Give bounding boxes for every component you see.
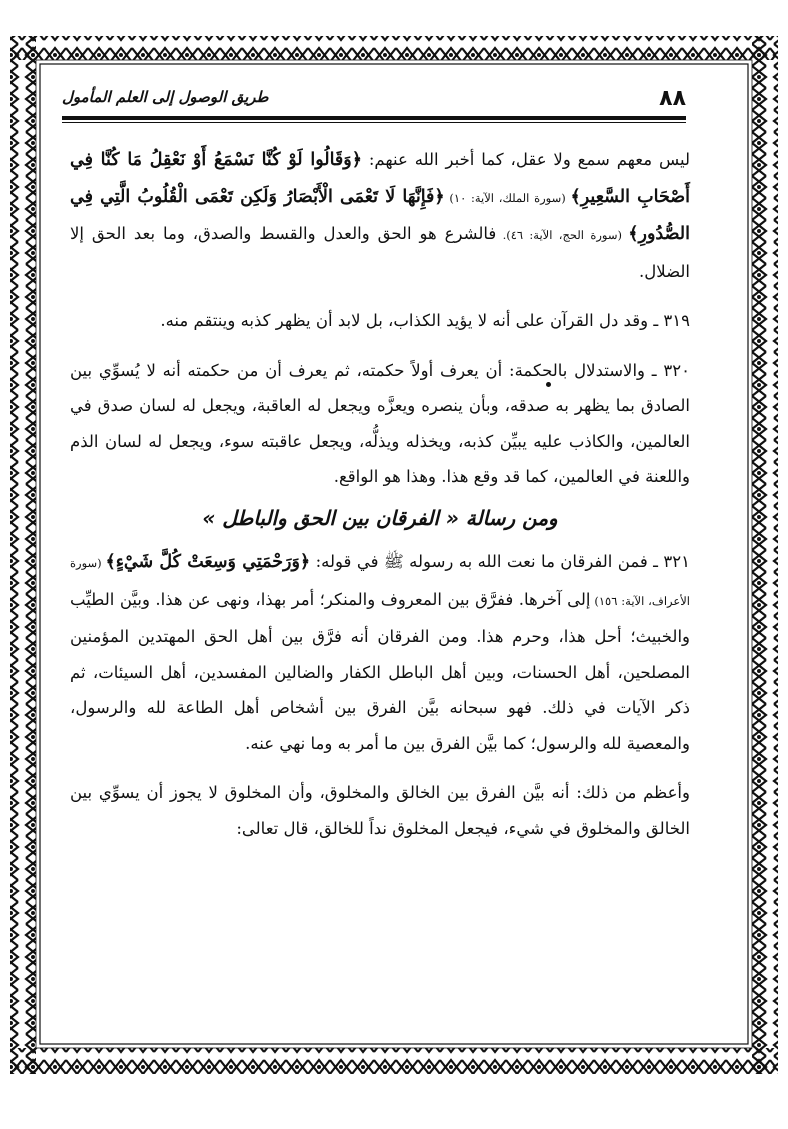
page-number: ٨٨ — [659, 86, 686, 111]
header-rule-thin — [62, 122, 686, 123]
verse-reference: (سورة الأعراف، الآية: ١٥٦) — [70, 556, 690, 608]
quran-verse: ﴿وَقَالُوا لَوْ كُنَّا نَسْمَعُ أَوْ نَعْقِلُ مَا كُنَّا فِي أَصْحَابِ السَّعِيرِ﴾ — [70, 150, 690, 207]
page-header — [62, 86, 686, 112]
paragraph-intro — [70, 142, 690, 289]
text-run: إلى آخرها. ففرَّق بين المعروف والمنكر؛ أمر بهذا، ونهى عن هذا. وبيَّن الطيِّب والخبيث؛ أحل هذا، وحرم هذا. ومن الفرقان أنه فرَّق بين أهل الحق المهتدين المؤمنين المصلحين، أهل الحسنات، وبين أهل الباطل الكفار والضالين المفسدين، أهل السيئات، ثم ذكر الآيات في ذلك. فهو سبحانه بيَّن الفرق بين أشخاص أهل الطاعة لله والرسول، والمعصية لله والرسول؛ كما بيَّن الفرق بين ما أمر به وما نهي عنه. — [70, 589, 690, 753]
text-run: ليس معهم سمع ولا عقل، كما أخبر الله عنهم: — [361, 150, 690, 169]
text-run: ٣٢١ ـ فمن الفرقان ما نعت الله به رسوله ﷺ في قوله: — [310, 552, 690, 571]
running-title: طريق الوصول إلى العلم المأمول — [62, 88, 269, 106]
section-heading: ومن رسالة « الفرقان بين الحق والباطل » — [202, 505, 558, 530]
quran-verse: ﴿وَرَحْمَتِي وَسِعَتْ كُلَّ شَيْءٍ﴾ — [105, 552, 311, 572]
text-run: فالشرع هو الحق والعدل والقسط والصدق، وما بعد الحق إلا الضلال. — [70, 224, 690, 281]
page-body — [70, 142, 690, 846]
paragraph-321 — [70, 544, 690, 761]
quran-verse: ﴿فَإِنَّهَا لَا تَعْمَى الْأَبْصَارُ وَلَكِن تَعْمَى الْقُلُوبُ الَّتِي فِي الصُّدُورِ﴾ — [70, 186, 690, 244]
verse-reference: (سورة الحج، الآية: ٤٦). — [496, 228, 629, 242]
header-rule — [62, 116, 686, 120]
paragraph-319: ٣١٩ ـ وقد دل القرآن على أنه لا يؤيد الكذاب، بل لابد أن يظهر كذبه وينتقم منه. — [160, 311, 690, 330]
paragraph-320: ٣٢٠ ـ والاستدلال بالحكمة: أن يعرف أولاً حكمته، ثم يعرف أن من حكمته أنه لا يُسوِّي بين الصادق بما يظهر به صدقه، وبأن ينصره ويعزَّه ويجعل له العاقبة، ويجعل له لسان صدق في العالمين، والكاذب عليه يبيِّن كذبه، ويخذله ويذلُّه، ويجعل عاقبته سوء، ويجعل له لسان الذم واللعنة في العالمين، كما قد وقع هذا. وهذا هو الواقع. — [70, 360, 690, 486]
verse-reference: (سورة الملك، الآية: ١٠) — [444, 190, 571, 205]
paragraph-final: وأعظم من ذلك: أنه بيَّن الفرق بين الخالق والمخلوق، وأن المخلوق لا يجوز أن يسوِّي بين الخالق والمخلوق في شيء، فيجعل المخلوق نداً للخالق، قال تعالى: — [70, 783, 690, 838]
stray-dot — [546, 382, 551, 387]
